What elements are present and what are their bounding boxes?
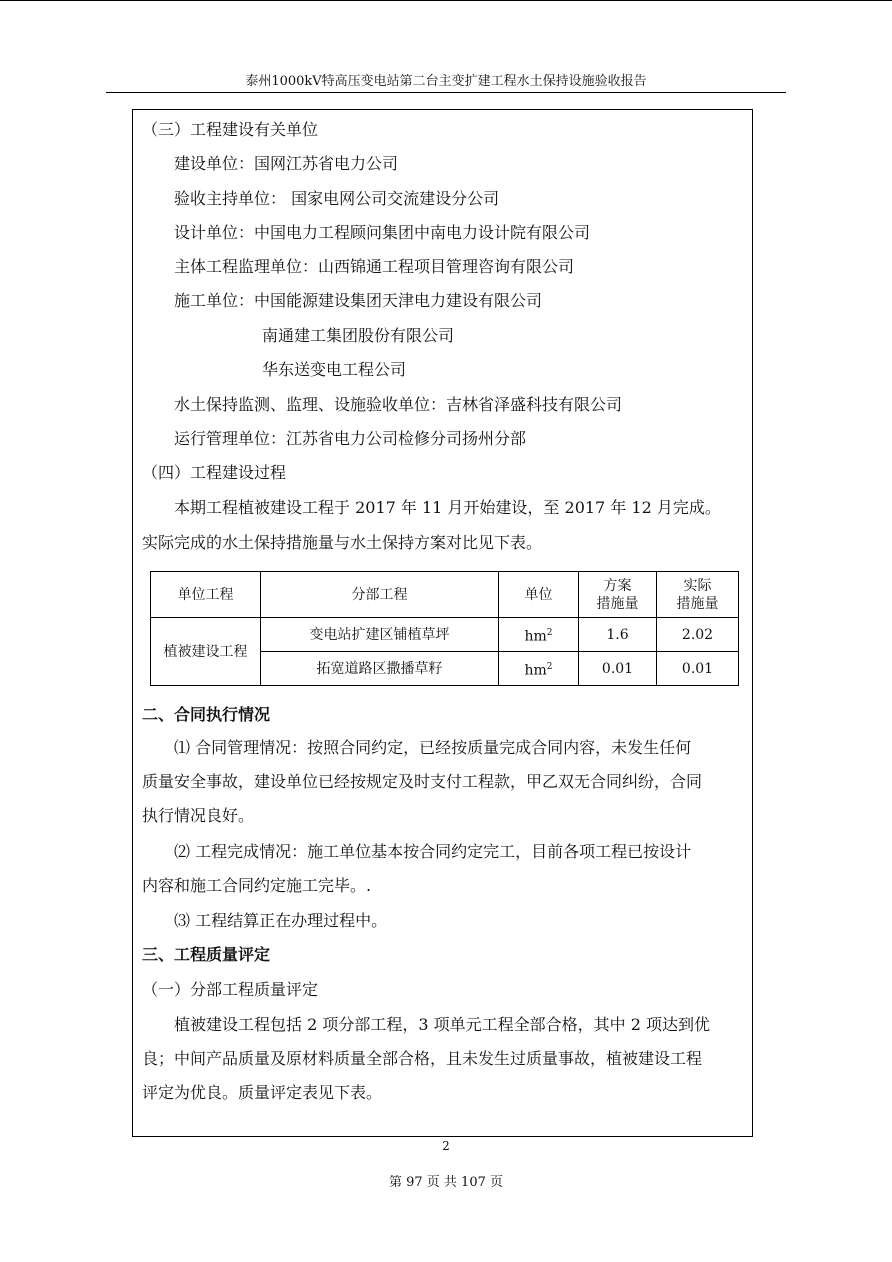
monitoring-unit: 水土保持监测、监理、设施验收单位：吉林省泽盛科技有限公司 bbox=[174, 395, 623, 414]
quality-para-line2: 良；中间产品质量及原材料质量全部合格，且未发生过质量事故，植被建设工程 bbox=[142, 1049, 703, 1068]
unit-text: hm bbox=[524, 628, 547, 645]
measures-table bbox=[150, 571, 739, 686]
acceptance-host-unit: 验收主持单位： 国家电网公司交流建设分公司 bbox=[174, 189, 500, 208]
contract-p2-line1: ⑵ 工程完成情况：施工单位基本按合同约定完工，目前各项工程已按设计 bbox=[174, 842, 692, 861]
construction-company-1: 施工单位：中国能源建设集团天津电力建设有限公司 bbox=[174, 291, 543, 310]
plan-cell: 1.6 bbox=[579, 618, 657, 652]
th-actual bbox=[657, 572, 739, 618]
actual-cell: 0.01 bbox=[657, 652, 739, 686]
contract-p1-line1: ⑴ 合同管理情况：按照合同约定，已经按质量完成合同内容，未发生任何 bbox=[174, 738, 692, 757]
quality-sub-title: （一）分部工程质量评定 bbox=[142, 980, 319, 999]
th-plan-line1: 方案 bbox=[603, 577, 632, 594]
supervision-unit: 主体工程监理单位：山西锦通工程项目管理咨询有限公司 bbox=[174, 257, 575, 276]
contract-p1-line2: 质量安全事故，建设单位已经按规定及时支付工程款，甲乙双无合同纠纷，合同 bbox=[142, 772, 703, 791]
unit-text: hm bbox=[524, 662, 547, 679]
contract-section-title: 二、合同执行情况 bbox=[142, 705, 271, 724]
section-units-title: （三）工程建设有关单位 bbox=[142, 120, 319, 139]
th-plan bbox=[579, 572, 657, 618]
contract-p1-line3: 执行情况良好。 bbox=[142, 806, 255, 825]
table-header-row bbox=[151, 572, 739, 618]
sub-project-cell: 变电站扩建区铺植草坪 bbox=[261, 618, 499, 652]
construction-company-3: 华东送变电工程公司 bbox=[262, 360, 407, 379]
design-unit: 设计单位：中国电力工程顾问集团中南电力设计院有限公司 bbox=[174, 223, 591, 242]
process-para-line2: 实际完成的水土保持措施量与水土保持方案对比见下表。 bbox=[142, 533, 543, 552]
construction-unit: 建设单位：国网江苏省电力公司 bbox=[174, 154, 399, 173]
operation-unit: 运行管理单位：江苏省电力公司检修分司扬州分部 bbox=[174, 429, 527, 448]
th-unit: 单位 bbox=[499, 572, 579, 618]
unit-superscript: 2 bbox=[546, 627, 553, 638]
th-sub-project: 分部工程 bbox=[261, 572, 499, 618]
report-header: 泰州1000kV特高压变电站第二台主变扩建工程水土保持设施验收报告 bbox=[106, 74, 786, 93]
construction-company-2: 南通建工集团股份有限公司 bbox=[262, 326, 455, 345]
actual-cell: 2.02 bbox=[657, 618, 739, 652]
inner-page-number: 2 bbox=[442, 1139, 450, 1153]
quality-para-line1: 植被建设工程包括 2 项分部工程，3 项单元工程全部合格，其中 2 项达到优 bbox=[174, 1015, 710, 1034]
sub-project-cell: 拓宽道路区撒播草籽 bbox=[261, 652, 499, 686]
unit-cell bbox=[499, 652, 579, 686]
quality-section-title: 三、工程质量评定 bbox=[142, 945, 271, 964]
th-unit-project: 单位工程 bbox=[151, 572, 261, 618]
contract-p2-line2: 内容和施工合同约定施工完毕。. bbox=[142, 876, 372, 895]
process-para-line1: 本期工程植被建设工程于 2017 年 11 月开始建设，至 2017 年 12 月完成。 bbox=[174, 498, 721, 517]
unit-cell bbox=[499, 618, 579, 652]
th-plan-line2: 措施量 bbox=[596, 595, 639, 612]
unit-project-cell: 植被建设工程 bbox=[151, 618, 261, 686]
th-actual-line2: 措施量 bbox=[676, 595, 719, 612]
section-process-title: （四）工程建设过程 bbox=[142, 463, 287, 482]
th-actual-line1: 实际 bbox=[683, 577, 712, 594]
contract-p3: ⑶ 工程结算正在办理过程中。 bbox=[174, 911, 388, 930]
quality-para-line3: 评定为优良。质量评定表见下表。 bbox=[142, 1083, 383, 1102]
table-row bbox=[151, 618, 739, 652]
plan-cell: 0.01 bbox=[579, 652, 657, 686]
top-border-line bbox=[0, 0, 892, 1]
unit-superscript: 2 bbox=[546, 661, 553, 672]
page-footer: 第 97 页 共 107 页 bbox=[388, 1175, 504, 1190]
